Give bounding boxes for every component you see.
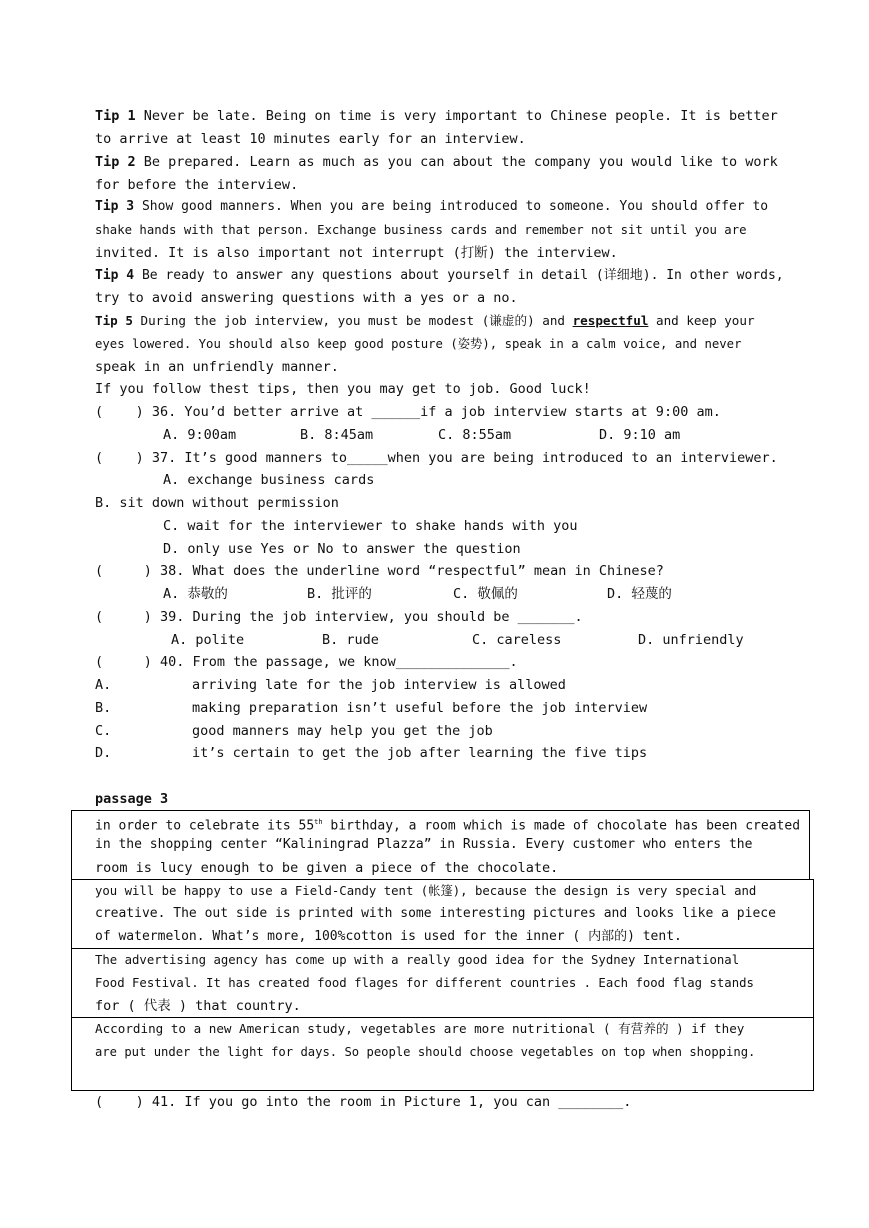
q36-option-c: C. 8:55am — [438, 427, 512, 443]
q40-option-a-letter: A. — [95, 677, 112, 693]
passage-4-line-1: According to a new American study, vegetables are more nutritional ( 有营养的 ) if they — [95, 1021, 745, 1036]
passage-1-line-3: room is lucy enough to be given a piece of the chocolate. — [95, 860, 559, 876]
tip-1-line-1: Tip 1 Never be late. Being on time is very important to Chinese people. It is better — [95, 108, 778, 124]
passage-2-line-2: creative. The out side is printed with some interesting pictures and looks like a piece — [95, 906, 776, 921]
q37-option-a: A. exchange business cards — [163, 472, 375, 488]
question-41: ( ) 41. If you go into the room in Picture 1, you can ________. — [95, 1094, 632, 1110]
q36-option-a: A. 9:00am — [163, 427, 237, 443]
q38-option-c: C. 敬佩的 — [453, 586, 518, 602]
passage-3-line-1: The advertising agency has come up with a really good idea for the Sydney International — [95, 953, 740, 967]
question-39: ( ) 39. During the job interview, you should be _______. — [95, 609, 583, 625]
q40-option-d: it’s certain to get the job after learning the five tips — [192, 745, 648, 761]
q39-option-a: A. polite — [171, 632, 245, 648]
tip-1-line-2: to arrive at least 10 minutes early for an interview. — [95, 131, 526, 147]
q38-option-d: D. 轻蔑的 — [607, 586, 672, 602]
passage-3-heading: passage 3 — [95, 791, 169, 807]
tip-3-line-3: invited. It is also important not interrupt (打断) the interview. — [95, 245, 618, 261]
tip-2-line-2: for before the interview. — [95, 177, 299, 193]
tip-4-line-2: try to avoid answering questions with a yes or a no. — [95, 290, 518, 306]
q39-option-c: C. careless — [472, 632, 562, 648]
q38-option-a: A. 恭敬的 — [163, 586, 228, 602]
q40-option-c-letter: C. — [95, 723, 112, 739]
question-36: ( ) 36. You’d better arrive at ______if a job interview starts at 9:00 am. — [95, 404, 721, 420]
passage-3-line-3: for ( 代表 ) that country. — [95, 998, 301, 1014]
passage-3-line-2: Food Festival. It has created food flages for different countries . Each food flag stands — [95, 976, 754, 990]
question-37: ( ) 37. It’s good manners to_____when you are being introduced to an interviewer. — [95, 450, 778, 466]
q37-option-b: B. sit down without permission — [95, 495, 339, 511]
tip-5-line-2: eyes lowered. You should also keep good posture (姿势), speak in a calm voice, and never — [95, 337, 742, 351]
q40-option-d-letter: D. — [95, 745, 112, 761]
q36-option-b: B. 8:45am — [300, 427, 374, 443]
tip-5-line-1: Tip 5 During the job interview, you must be modest (谦虚的) and respectful and keep your — [95, 313, 755, 328]
q40-option-b-letter: B. — [95, 700, 112, 716]
q40-option-c: good manners may help you get the job — [192, 723, 493, 739]
q37-option-c: C. wait for the interviewer to shake hands with you — [163, 518, 578, 534]
q40-option-b: making preparation isn’t useful before the job interview — [192, 700, 648, 716]
tip-2-line-1: Tip 2 Be prepared. Learn as much as you can about the company you would like to work — [95, 154, 778, 170]
passage-1-line-1: in order to celebrate its 55th birthday, a room which is made of chocolate has been created — [95, 818, 801, 834]
tip-3-line-2: shake hands with that person. Exchange business cards and remember not sit until you are — [95, 223, 747, 237]
passage-2-line-1: you will be happy to use a Field-Candy tent (帐篷), because the design is very special and — [95, 884, 757, 898]
q37-option-d: D. only use Yes or No to answer the question — [163, 541, 521, 557]
tip-5-line-3: speak in an unfriendly manner. — [95, 359, 339, 375]
question-38: ( ) 38. What does the underline word “respectful” mean in Chinese? — [95, 563, 664, 579]
q39-option-b: B. rude — [322, 632, 379, 648]
q36-option-d: D. 9:10 am — [599, 427, 681, 443]
underlined-word-respectful: respectful — [572, 313, 649, 328]
q39-option-d: D. unfriendly — [638, 632, 744, 648]
passage-4-line-2: are put under the light for days. So people should choose vegetables on top when shopping. — [95, 1045, 756, 1059]
tip-3-line-1: Tip 3 Show good manners. When you are being introduced to someone. You should offer to — [95, 199, 769, 214]
q40-option-a: arriving late for the job interview is allowed — [192, 677, 566, 693]
tip-4-line-1: Tip 4 Be ready to answer any questions about yourself in detail (详细地). In other words, — [95, 268, 784, 283]
passage-2-line-3: of watermelon. What’s more, 100%cotton is used for the inner ( 内部的) tent. — [95, 929, 682, 944]
closing-line: If you follow thest tips, then you may get to job. Good luck! — [95, 381, 591, 397]
passage-1-line-2: in the shopping center “Kaliningrad Plazza” in Russia. Every customer who enters the — [95, 837, 753, 852]
question-40: ( ) 40. From the passage, we know______________. — [95, 654, 518, 670]
q38-option-b: B. 批评的 — [307, 586, 372, 602]
